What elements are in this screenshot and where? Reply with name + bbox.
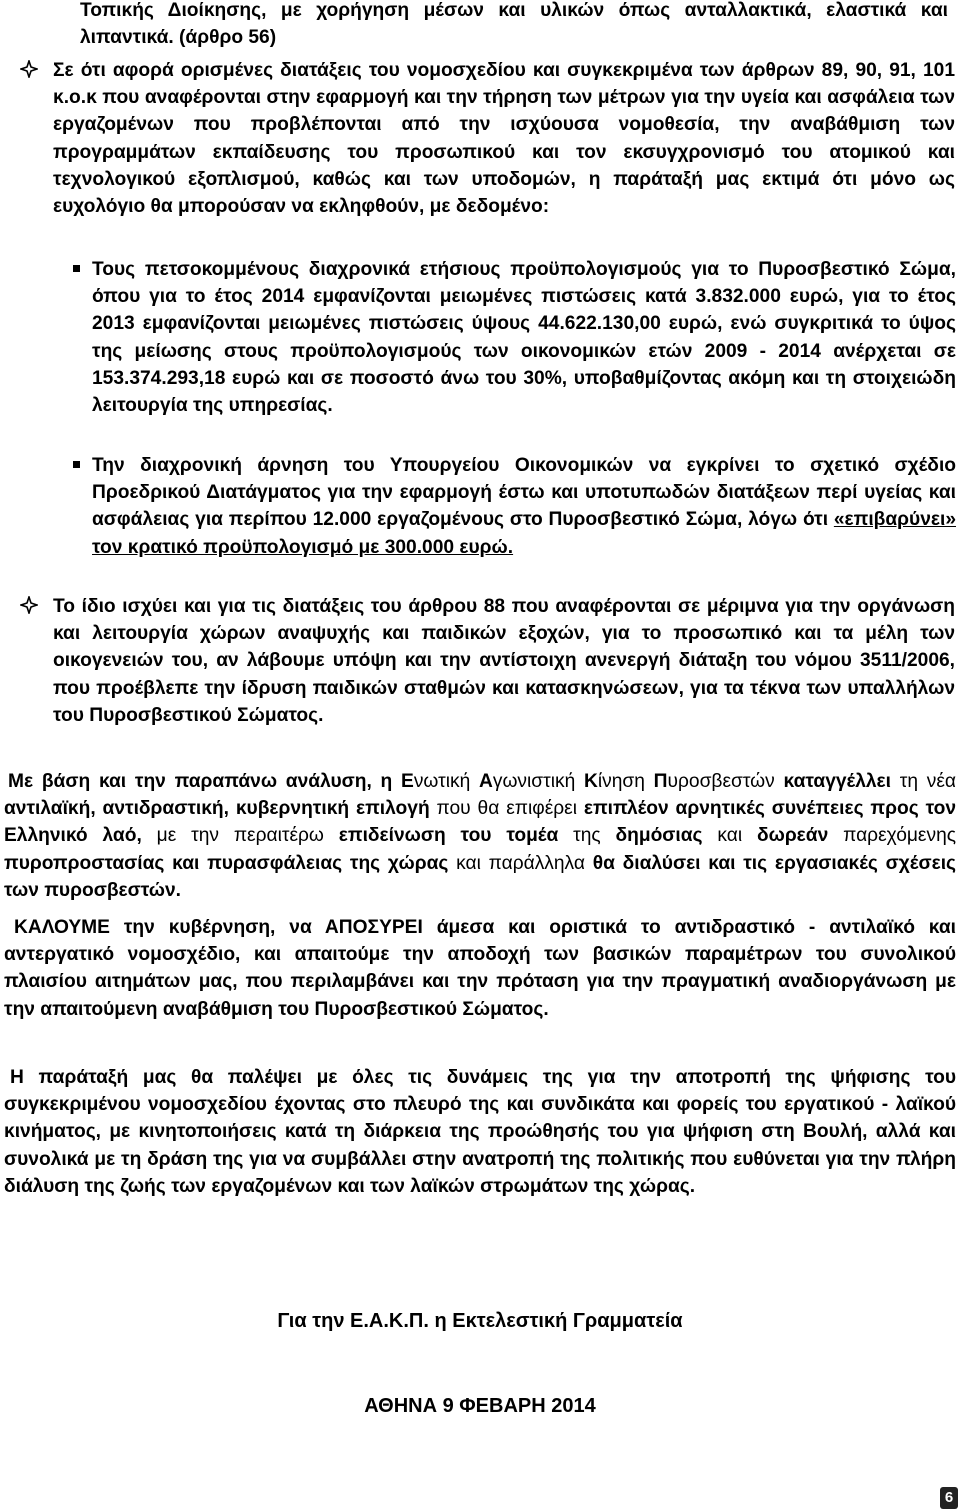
paragraph-struggle: Η παράταξή μας θα παλέψει με όλες τις δυνάμεις της για την αποτροπή της ψήφισης του συγκεκριμένου νομοσχεδίου έχοντας στο πλευρό της και συνδικάτα και φορείς του εργατικού - λαϊκού κινήματος, με κινητοποιήσεις κατά τη διάρκεια της προώθησής του για ψήφιση στη Βουλή, αλλά και συνολικά με τη δράση της για να συμβάλλει στην ανατροπή της πολιτικής που ευθύνεται για την πλήρη διάλυση της ζωής των εργαζομένων και των λαϊκών στρωμάτων της χώρας. [4, 1067, 956, 1197]
para1-part: Π [653, 771, 668, 792]
para1-part: και [702, 825, 757, 847]
para1-part: που θα επιφέρει [429, 798, 584, 820]
paragraph-denunciation [4, 768, 956, 904]
para1-part: δημόσιας [615, 825, 703, 847]
square-bullet-icon [73, 461, 80, 468]
signature-line: Για την Ε.Α.Κ.Π. η Εκτελεστική Γραμματεία [277, 1310, 683, 1332]
para1-part: Με βάση και την παραπάνω ανάλυση, η Ε [8, 771, 414, 792]
para1-part: Κ [584, 771, 598, 792]
para1-part: ίνηση [597, 771, 654, 792]
sub-bullet-decree [92, 452, 956, 561]
para1-part: Α [479, 771, 493, 792]
para1-part: και παράλληλα [448, 852, 593, 874]
sub-bullet-budget: Τους πετσοκομμένους διαχρονικά ετήσιους προϋπολογισμούς για το Πυροσβεστικό Σώμα, όπου για το έτος 2014 εμφανίζονται μειωμένες πιστώσεις κατά 3.832.000 ευρώ, για το έτος 2013 εμφανίζονται μειωμένες πιστώσεις ύψους 44.622.130,00 ευρώ, ενώ συγκριτικά το ύψος της μείωσης στους προϋπολογισμούς των οικονομικών ετών 2009 - 2014 ανέρχεται σε 153.374.293,18 ευρώ και σε ποσοστό άνω του 30%, υποβαθμίζοντας ακόμη και τη στοιχειώδη λειτουργία της υπηρεσίας. [92, 259, 956, 417]
paragraph-call-to-withdraw: ΚΑΛΟΥΜΕ την κυβέρνηση, να ΑΠΟΣΥΡΕΙ άμεσα και οριστικά το αντιδραστικό - αντιλαϊκό και αντεργατικό νομοσχέδιο, και απαιτούμε την αποδοχή των βασικών παραμέτρων του συνολικού πλαισίου αιτημάτων μας, που περιλαμβάνει και την πρόταση για την πραγματική αναδιοργάνωση με την απαιτούμενη αναβάθμιση του Πυροσβεστικού Σώματος. [4, 917, 956, 1020]
bullet-article-88: Το ίδιο ισχύει και για τις διατάξεις του άρθρου 88 που αναφέρονται σε μέριμνα για την οργάνωση και λειτουργία χώρων αναψυχής και παιδικών εξοχών, για το προσωπικό και τα μέλη των οικογενειών του, αν λάβουμε υπόψη και την αντίστοιχη ανενεργή διάταξη του νόμου 3511/2006, που προέβλεπε την ίδρυση παιδικών σταθμών και κατασκηνώσεων, για τα τέκνα των υπαλλήλων του Πυροσβεστικού Σώματος. [53, 596, 955, 726]
para1-part: επιπλέον αρνητικές συνέπειες προς τον Ελληνικό λαό, [4, 798, 956, 847]
para1-part: της [558, 825, 616, 847]
diamond-bullet-icon [20, 60, 38, 78]
para1-part: με την περαιτέρω [141, 825, 339, 847]
diamond-bullet-icon [20, 596, 38, 614]
para1-part: επιδείνωση του τομέα [338, 825, 559, 847]
para1-part: πυροπροστασίας και πυρασφάλειας της χώρας [4, 852, 449, 874]
square-bullet-icon [73, 265, 80, 272]
page-number: 6 [940, 1487, 958, 1509]
para1-part: θα διαλύσει και τις εργασιακές σχέσεις των πυροσβεστών. [4, 852, 957, 901]
para1-part: υροσβεστών [667, 771, 775, 792]
para1-part: καταγγέλλει [774, 771, 891, 792]
para1-part: παρεχόμενης [828, 825, 956, 847]
underlined-budget-phrase: «επιβαρύνει» τον κρατικό προϋπολογισμό με 300.000 ευρώ. [92, 509, 956, 558]
para1-part: αντιλαϊκή, αντιδραστική, κυβερνητική επιλογή [4, 798, 430, 820]
para1-part: δωρεάν [756, 825, 829, 847]
document-date: ΑΘΗΝΑ 9 ΦΕΒΑΡΗ 2014 [364, 1395, 596, 1417]
para1-part: τη νέα [890, 771, 956, 792]
para1-part: γωνιστική [492, 771, 584, 792]
sub-bullet-decree-text: Την διαχρονική άρνηση του Υπουργείου Οικονομικών να εγκρίνει το σχετικό σχέδιο Προεδρικού Διατάγματος για την εφαρμογή έστω και υποτυπωδών διατάξεων περί υγείας και ασφάλειας για περίπου 12.000 εργαζομένους στο Πυροσβεστικό Σώμα, λόγω ότι [92, 455, 956, 531]
intro-text: Τοπικής Διοίκησης, με χορήγηση μέσων και υλικών όπως ανταλλακτικά, ελαστικά και λιπαντικά. (άρθρο 56) [80, 0, 948, 49]
para1-part: νωτική [413, 771, 479, 792]
bullet-articles-89-101: Σε ότι αφορά ορισμένες διατάξεις του νομοσχεδίου και συγκεκριμένα των άρθρων 89, 90, 91, 101 κ.ο.κ που αναφέρονται στην εφαρμογή και την τήρηση των μέτρων για την υγεία και ασφάλεια των εργαζομένων που προβλέπονται από την ισχύουσα νομοθεσία, την αναβάθμιση των προγραμμάτων εκπαίδευσης του προσωπικού και τον εκσυγχρονισμό του ατομικού και τεχνολογικού εξοπλισμού, καθώς και των υποδομών, η παράταξή μας εκτιμά ότι μόνο ως ευχολόγιο θα μπορούσαν να εκληφθούν, με δεδομένο: [53, 60, 955, 218]
